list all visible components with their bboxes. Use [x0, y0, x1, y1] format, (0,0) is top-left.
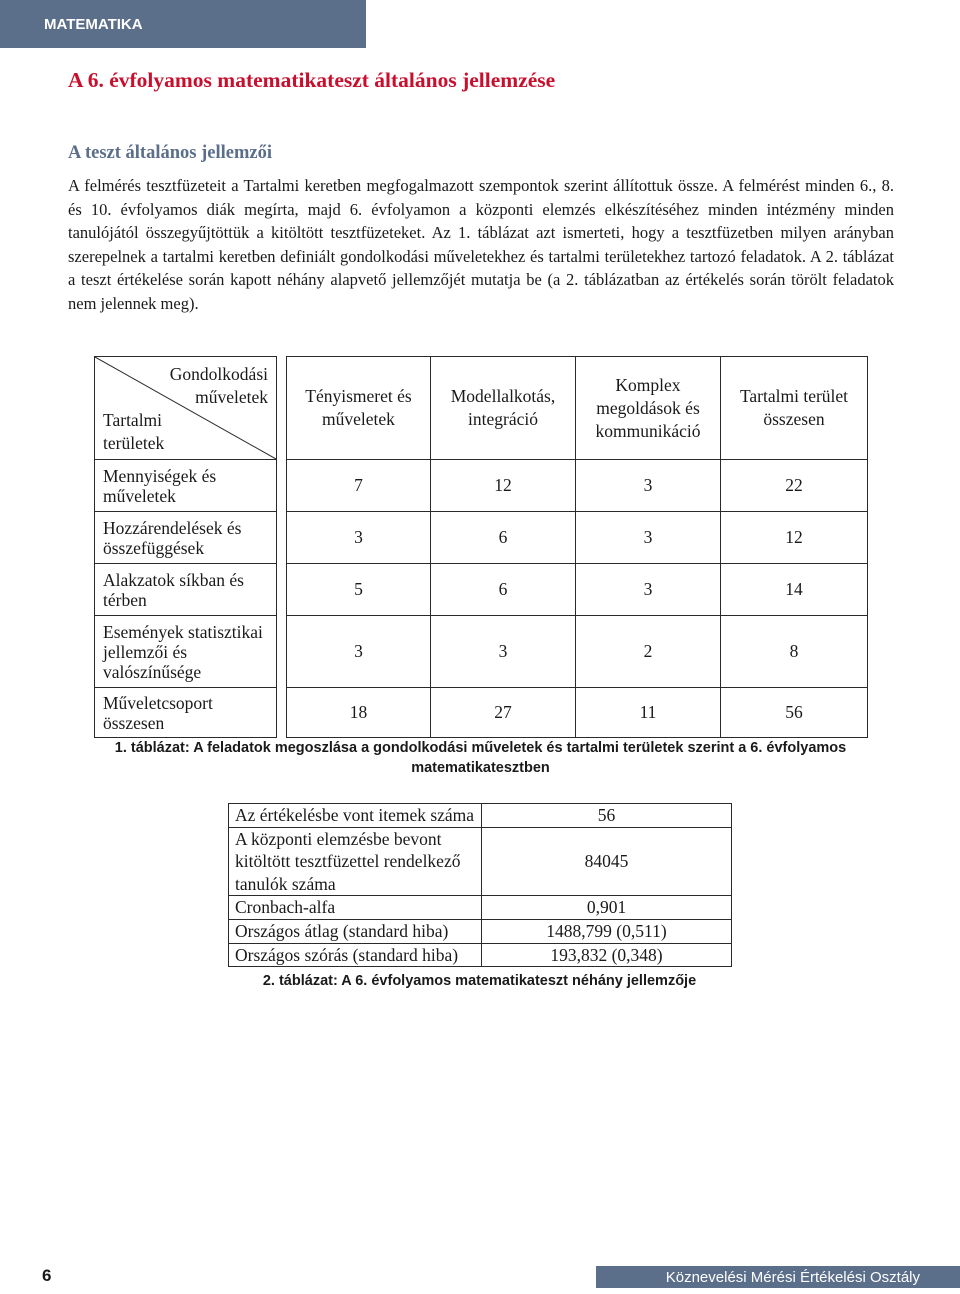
- row-label: Az értékelésbe vont itemek száma: [229, 804, 482, 828]
- row-label: Műveletcsoport összesen: [95, 688, 277, 738]
- table-cell: 8: [721, 616, 868, 688]
- table-cell: 3: [287, 616, 431, 688]
- corner-header-cell: [95, 357, 277, 460]
- table-row: [229, 804, 732, 828]
- column-spacer: [277, 512, 287, 564]
- corner-bottom-label: Tartalmi területek: [103, 410, 165, 453]
- table-row: [95, 564, 868, 616]
- row-label: Események statisztikai jellemzői és valószínűsége: [95, 616, 277, 688]
- table-header-row: [95, 357, 868, 460]
- footer-organization: Köznevelési Mérési Értékelési Osztály: [665, 1268, 920, 1286]
- table-cell: 6: [431, 564, 576, 616]
- table-row: [95, 460, 868, 512]
- table-cell: 6: [431, 512, 576, 564]
- section-subheading: A teszt általános jellemzői: [68, 143, 272, 163]
- column-spacer: [277, 460, 287, 512]
- page-title: A 6. évfolyamos matematikateszt általános jellemzése: [68, 68, 556, 92]
- table-cell: 7: [287, 460, 431, 512]
- table-cell: 3: [576, 564, 721, 616]
- row-label: Cronbach-alfa: [229, 896, 482, 920]
- table-row: [229, 919, 732, 943]
- distribution-table: [94, 356, 868, 738]
- column-spacer: [277, 688, 287, 738]
- table-row-total: [95, 688, 868, 738]
- table-cell: 27: [431, 688, 576, 738]
- table-cell: 14: [721, 564, 868, 616]
- table-cell: 3: [431, 616, 576, 688]
- corner-top-label: Gondolkodási műveletek: [169, 364, 268, 407]
- table2-caption: 2. táblázat: A 6. évfolyamos matematikateszt néhány jellemzője: [262, 973, 697, 989]
- column-header: Modellalkotás, integráció: [431, 357, 576, 460]
- table1-caption: 1. táblázat: A feladatok megoszlása a gondolkodási műveletek és tartalmi területek szerint a 6. évfolyamos matematikatesztben: [114, 740, 847, 776]
- page-number: 6: [42, 1266, 52, 1285]
- row-label: Hozzárendelések és összefüggések: [95, 512, 277, 564]
- table-cell: 5: [287, 564, 431, 616]
- table-row: [229, 896, 732, 920]
- table-cell: 3: [287, 512, 431, 564]
- row-label: Országos szórás (standard hiba): [229, 943, 482, 967]
- table-cell: 22: [721, 460, 868, 512]
- row-label: A központi elemzésbe bevont kitöltött tesztfüzettel rendelkező tanulók száma: [229, 827, 482, 896]
- table-row: [95, 512, 868, 564]
- table-cell: 3: [576, 512, 721, 564]
- footer-bar: [596, 1266, 960, 1288]
- table-cell: 3: [576, 460, 721, 512]
- table-row: [95, 616, 868, 688]
- column-spacer: [277, 616, 287, 688]
- table-cell: 18: [287, 688, 431, 738]
- column-header: Tényismeret és műveletek: [287, 357, 431, 460]
- table-row: [229, 827, 732, 896]
- intro-paragraph: A felmérés tesztfüzeteit a Tartalmi keretben megfogalmazott szempontok szerint állítottuk össze. A felmérést minden 6., 8. és 10. évfolyamos diák megírta, majd 6. évfolyamon a központi elemzés elkészítéséhez minden intézmény minden tanulójától összegyűjtöttük a kitöltött tesztfüzeteket. Az 1. táblázat azt ismerteti, hogy a tesztfüzetben milyen arányban szerepelnek a tartalmi keretben definiált gondolkodási műveletekhez és tartalmi területekhez tartozó feladatok. A 2. táblázat a teszt értékelése során kapott néhány alapvető jellemzőjét mutatja be (a 2. táblázatban az értékelés során törölt feladatok nem jelennek meg).: [68, 176, 894, 313]
- row-value: 84045: [482, 827, 732, 896]
- table-cell: 2: [576, 616, 721, 688]
- row-label: Országos átlag (standard hiba): [229, 919, 482, 943]
- characteristics-table: [228, 803, 732, 967]
- table-cell: 11: [576, 688, 721, 738]
- table-cell: 12: [721, 512, 868, 564]
- row-value: 0,901: [482, 896, 732, 920]
- row-value: 193,832 (0,348): [482, 943, 732, 967]
- row-label: Alakzatok síkban és térben: [95, 564, 277, 616]
- table-cell: 12: [431, 460, 576, 512]
- column-header: Tartalmi terület összesen: [721, 357, 868, 460]
- row-label: Mennyiségek és műveletek: [95, 460, 277, 512]
- table-row: [229, 943, 732, 967]
- section-label: MATEMATIKA: [44, 15, 143, 33]
- column-header: Komplex megoldások és kommunikáció: [576, 357, 721, 460]
- column-spacer: [277, 357, 287, 460]
- row-value: 56: [482, 804, 732, 828]
- section-header-tab: [0, 0, 366, 48]
- table-cell: 56: [721, 688, 868, 738]
- row-value: 1488,799 (0,511): [482, 919, 732, 943]
- column-spacer: [277, 564, 287, 616]
